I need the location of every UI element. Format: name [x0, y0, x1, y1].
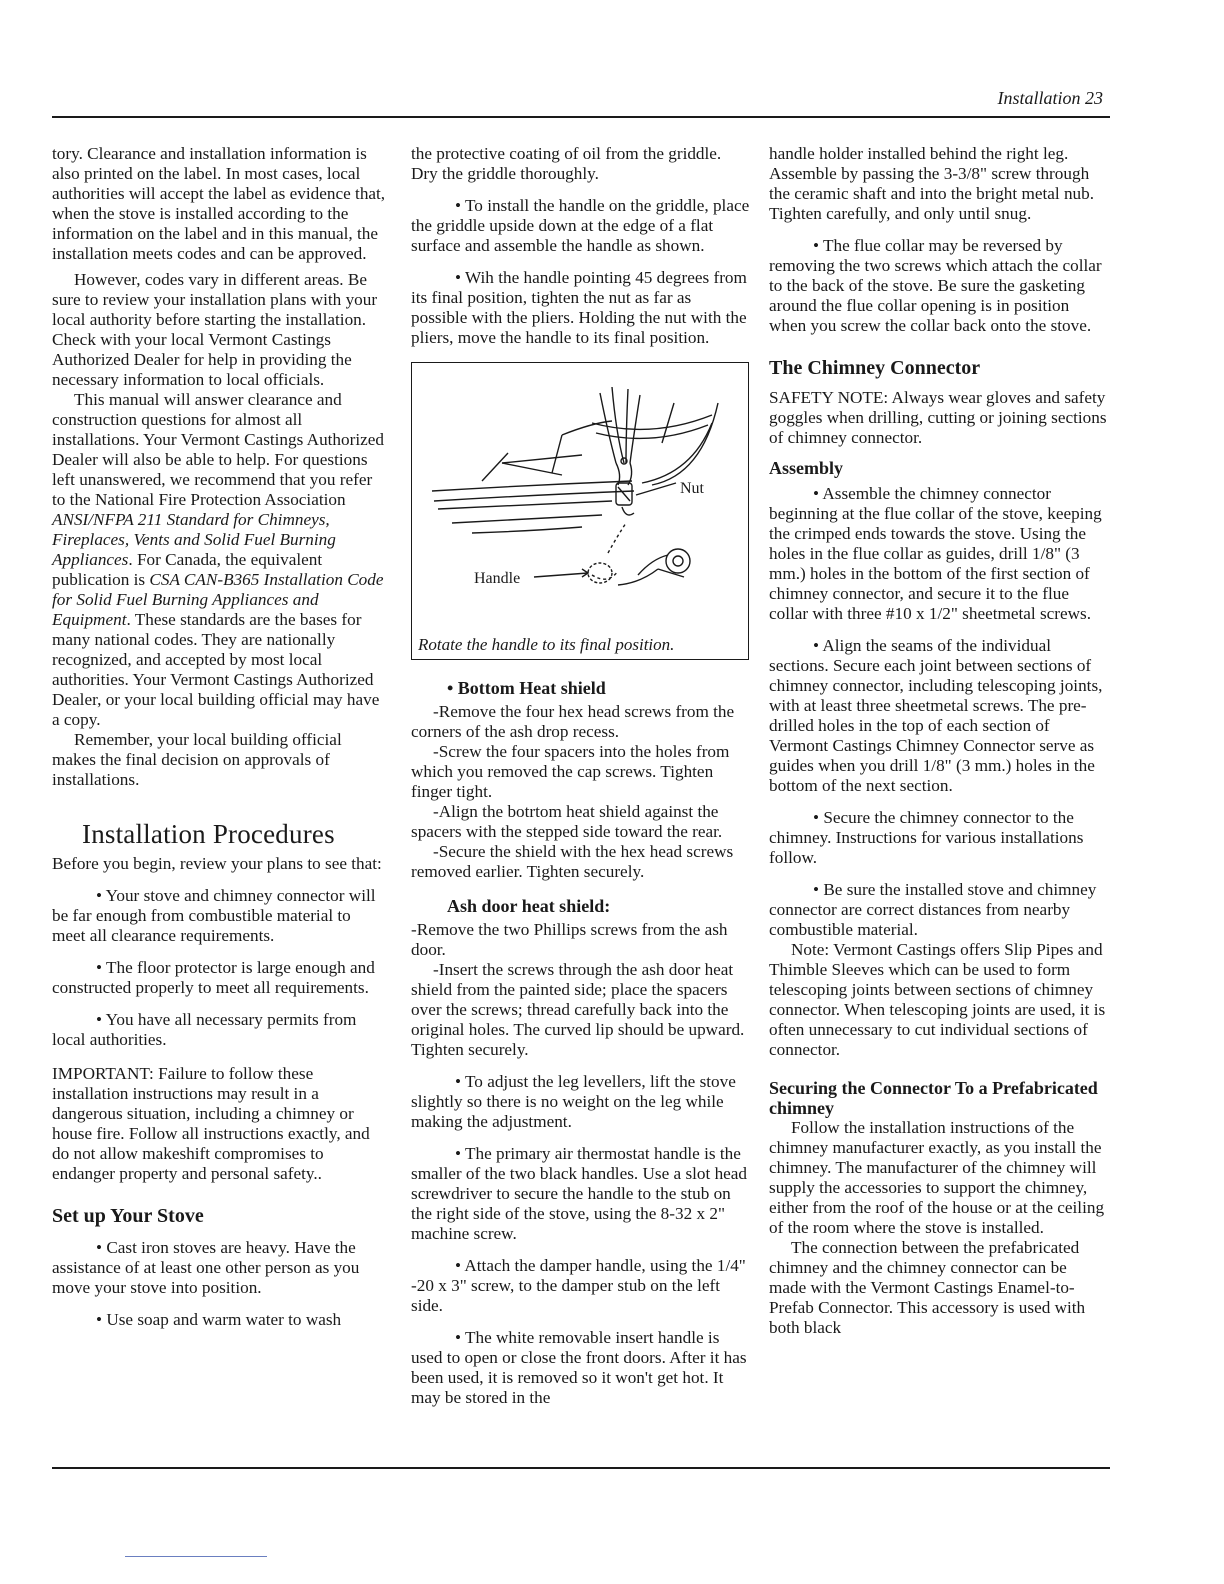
bullet-item: • Wih the handle pointing 45 degrees from its final position, tighten the nut as far as possible with the pliers. Holding the nut with the pliers, move the handle to its final position.: [411, 268, 747, 347]
column-2: [411, 144, 750, 1414]
step: -Screw the four spacers into the holes from which you removed the cap screws. Tighten finger tight.: [411, 742, 730, 801]
paragraph-references: This manual will answer clearance and construction questions for almost all installations. Your Vermont Castings Authorized Dealer will also be able to help. For questions left unanswered, we recommend that you refer to the National Fire Protection Association ANSI/NFPA 211 Standard for Chimneys, Fireplaces, Vents and Solid Fuel Burning Appliances. For Canada, the equivalent publication is CSA CAN-B365 Installation Code for Solid Fuel Burning Appliances and Equipment. These standards are the bases for many national codes. They are nationally recognized, and accepted by most local authorities. Your Vermont Castings Authorized Dealer, or your local building official may have a copy.: [52, 390, 384, 729]
handle-label: Handle: [474, 570, 521, 587]
step: -Align the botrtom heat shield against the spacers with the stepped side toward the rear.: [411, 802, 723, 841]
paragraph: tory. Clearance and installation information is also printed on the label. In most cases, local authorities will accept the label as evidence that, when the stove is installed according to the information on the label and in this manual, the installation meets codes and can be approved.: [52, 144, 386, 263]
paragraph: Follow the installation instructions of the chimney manufacturer exactly, as you install the chimney. The manufacturer of the chimney will supply the accessories to support the chimney, either from the roof of the house or at the ceiling of the room where the stove is installed.: [769, 1118, 1105, 1237]
bullet-item: • To install the handle on the griddle, place the griddle upside down at the edge of a flat surface and assemble the handle as shown.: [411, 196, 750, 255]
bullet-item: • Assemble the chimney connector beginning at the flue collar of the stove, keeping the crimped ends towards the stove. Using the holes in the flue collar as guides, drill 1/8" (3 mm.) holes in the bottom of the first section of chimney connector, and secure it to the flue collar with three #10 x 1/2" sheetmetal screws.: [769, 484, 1102, 623]
bullet-item: • Use soap and warm water to wash: [96, 1310, 342, 1329]
important-note: IMPORTANT: Failure to follow these installation instructions may result in a dangerous situation, including a chimney or house fire. Follow all instructions exactly, and do not allow makeshift compromises to endanger property and personal safety..: [52, 1064, 370, 1183]
step: -Secure the shield with the hex head screws removed earlier. Tighten securely.: [411, 842, 734, 881]
safety-note: SAFETY NOTE: Always wear gloves and safety goggles when drilling, cutting or joining sections of chimney connector.: [769, 388, 1107, 447]
note: Note: Vermont Castings offers Slip Pipes and Thimble Sleeves which can be used to form telescoping joints between sections of chimney connector. When telescoping joints are used, it is often unnecessary to cut individual sections of connector.: [769, 940, 1106, 1059]
bullet-item: • Align the seams of the individual sections. Secure each joint between sections of chimney connector, including telescoping joints, with at least three sheetmetal screws. The pre-drilled holes in the top of each section of Vermont Castings Chimney Connector serve as guides when you drill 1/8" (3 mm.) holes in the bottom of the next section.: [769, 636, 1103, 795]
column-3: [769, 144, 1107, 1338]
figure-caption: Rotate the handle to its final position.: [418, 635, 675, 654]
bullet-item: • Be sure the installed stove and chimney connector are correct distances from nearby combustible material.: [769, 880, 1097, 939]
csa-reference: CSA CAN-B365 Installation Code for Solid Fuel Burning Appliances and Equipment: [52, 570, 384, 629]
bullet-item: • Your stove and chimney connector will be far enough from combustible material to meet all clearance requirements.: [52, 886, 376, 945]
bullet-item: • The flue collar may be reversed by removing the two screws which attach the collar to the back of the stove. Be sure the gasketing around the flue collar opening is in position when you screw the collar back onto the stove.: [769, 236, 1102, 335]
paragraph: Before you begin, review your plans to see that:: [52, 854, 382, 873]
footer-mark: [125, 1556, 267, 1557]
paragraph: the protective coating of oil from the griddle. Dry the griddle thoroughly.: [411, 144, 722, 183]
bullet-item: • Secure the chimney connector to the chimney. Instructions for various installations follow.: [769, 808, 1084, 867]
subsection-heading: Assembly: [769, 458, 844, 478]
paragraph: The connection between the prefabricated chimney and the chimney connector can be made with the Vermont Castings Enamel-to-Prefab Connector. This accessory is used with both black: [769, 1238, 1086, 1337]
section-heading: The Chimney Connector: [769, 357, 981, 379]
subsection-heading: Set up Your Stove: [52, 1205, 204, 1227]
top-rule: [52, 116, 1110, 118]
subsection-heading: Securing the Connector To a Prefabricated chimney: [769, 1078, 1098, 1118]
step: -Remove the four hex head screws from the corners of the ash drop recess.: [411, 702, 735, 741]
bullet-item: • To adjust the leg levellers, lift the stove slightly so there is no weight on the leg while making the adjustment.: [411, 1072, 736, 1131]
bullet-item: • Cast iron stoves are heavy. Have the assistance of at least one other person as you move your stove into position.: [52, 1238, 360, 1297]
nut-label: Nut: [680, 480, 704, 497]
subsection-heading: Ash door heat shield:: [447, 896, 611, 916]
section-heading: Installation Procedures: [82, 819, 335, 849]
subsection-heading: • Bottom Heat shield: [447, 678, 606, 698]
bullet-item: • The primary air thermostat handle is the smaller of the two black handles. Use a slot head screwdriver to secure the handle to the stub on the right side of the stove, using the 8-32 x 2" machine screw.: [411, 1144, 748, 1243]
bullet-item: • You have all necessary permits from local authorities.: [52, 1010, 357, 1049]
bullet-item: • The floor protector is large enough and constructed properly to meet all requirements.: [52, 958, 375, 997]
paragraph: Remember, your local building official makes the final decision on approvals of installations.: [52, 730, 342, 789]
bottom-rule: [52, 1467, 1110, 1469]
running-head: Installation 23: [997, 88, 1103, 108]
bullet-item: • The white removable insert handle is used to open or close the front doors. After it has been used, it is removed so it won't get hot. It may be stored in the: [411, 1328, 747, 1407]
griddle-handle-figure: [411, 362, 749, 660]
bullet-item: • Attach the damper handle, using the 1/4" -20 x 3" screw, to the damper stub on the left side.: [411, 1256, 746, 1315]
griddle-handle-illustration: [412, 363, 748, 659]
step: -Insert the screws through the ash door heat shield from the painted side; place the spacers over the screws; thread carefully back into the original holes. The curved lip should be upward. Tighten securely.: [411, 960, 745, 1059]
paragraph: However, codes vary in different areas. Be sure to review your installation plans with your local authority before starting the installation. Check with your local Vermont Castings Authorized Dealer for help in providing the necessary information to local officials.: [52, 270, 378, 389]
nfpa-reference: ANSI/NFPA 211 Standard for Chimneys, Fireplaces, Vents and Solid Fuel Burning Appliances: [52, 510, 336, 569]
step: -Remove the two Phillips screws from the ash door.: [411, 920, 728, 959]
column-1: [52, 144, 388, 1336]
paragraph: handle holder installed behind the right leg. Assemble by passing the 3-3/8" screw through the ceramic shaft and into the bright metal nub. Tighten carefully, and only until snug.: [769, 144, 1095, 223]
